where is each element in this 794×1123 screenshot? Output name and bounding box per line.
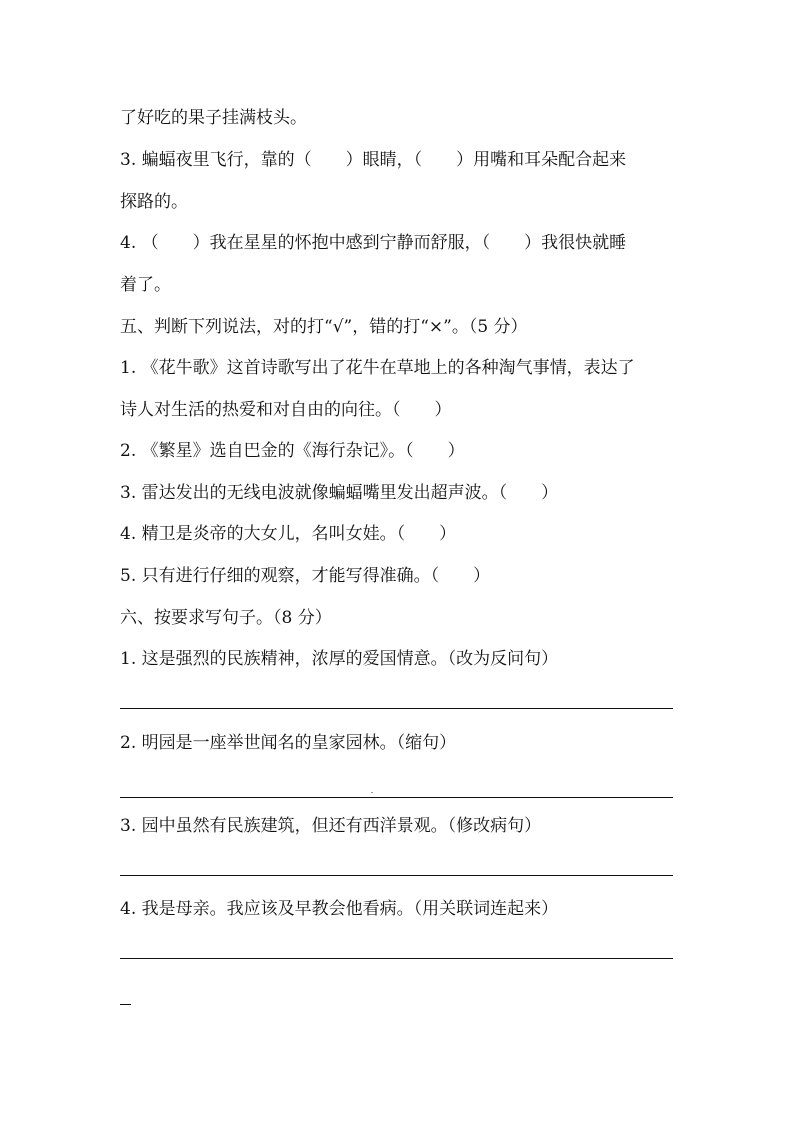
scan-dot — [371, 792, 373, 793]
question-6-3: 3. 园中虽然有民族建筑，但还有西洋景观。（修改病句） — [120, 816, 542, 836]
question-5-1-line-1: 1. 《花牛歌》这首诗歌写出了花牛在草地上的各种淘气事情，表达了 — [120, 358, 635, 378]
question-4-3-line-2: 探路的。 — [120, 192, 188, 212]
question-4-4-line-2: 着了。 — [120, 275, 171, 295]
answer-line-3[interactable] — [120, 875, 673, 876]
question-6-4: 4. 我是母亲。我应该及早教会他看病。（用关联词连起来） — [120, 899, 559, 919]
answer-line-4[interactable] — [120, 958, 673, 959]
page-mark — [120, 1004, 131, 1005]
question-6-1: 1. 这是强烈的民族精神，浓厚的爱国情意。（改为反问句） — [120, 649, 559, 669]
question-6-2: 2. 明园是一座举世闻名的皇家园林。（缩句） — [120, 733, 457, 753]
question-5-3: 3. 雷达发出的无线电波就像蝙蝠嘴里发出超声波。（ ） — [120, 483, 559, 503]
question-5-5: 5. 只有进行仔细的观察，才能写得准确。（ ） — [120, 566, 491, 586]
answer-line-1[interactable] — [120, 708, 673, 709]
question-4-3-line-1: 3. 蝙蝠夜里飞行，靠的（ ）眼睛，（ ）用嘴和耳朵配合起来 — [120, 150, 627, 170]
question-5-1-line-2: 诗人对生活的热爱和对自由的向往。（ ） — [120, 400, 452, 420]
section-5-heading: 五、判断下列说法，对的打“√”，错的打“×”。（5 分） — [120, 317, 528, 337]
text-line: 了好吃的果子挂满枝头。 — [120, 108, 307, 128]
question-5-2: 2. 《繁星》选自巴金的《海行杂记》。（ ） — [120, 441, 465, 461]
answer-line-2[interactable] — [120, 797, 673, 798]
question-4-4-line-1: 4. （ ）我在星星的怀抱中感到宁静而舒服，（ ）我很快就睡 — [120, 233, 627, 253]
question-5-4: 4. 精卫是炎帝的大女儿，名叫女娃。（ ） — [120, 524, 457, 544]
section-6-heading: 六、按要求写句子。（8 分） — [120, 608, 332, 628]
